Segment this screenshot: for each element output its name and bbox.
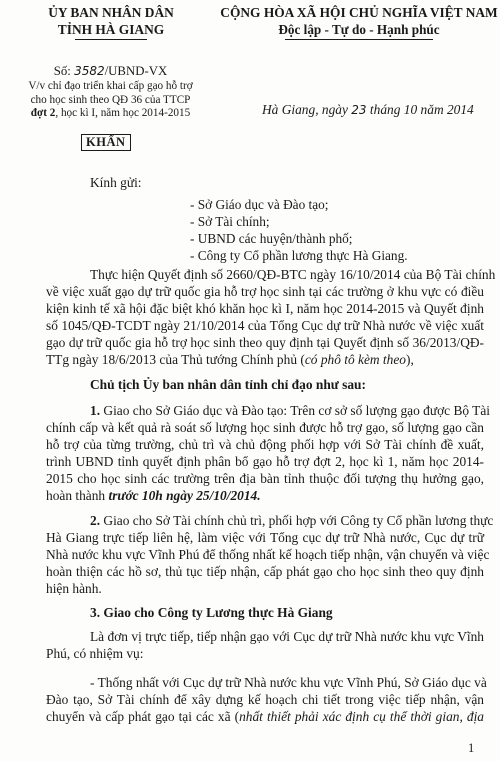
doc-number-value: 3582 <box>74 64 105 78</box>
section-1-line: chính cấp và kết quả rà soát số lượng học sinh được hỗ trợ gạo, số lượng gạo cần <box>46 420 484 435</box>
section-1-text: hoàn thành <box>46 488 109 503</box>
section-3-text: chuyển và cấp phát gạo tại các xã ( <box>46 709 240 724</box>
urgent-stamp: KHẨN <box>81 134 131 151</box>
national-motto: Độc lập - Tự do - Hạnh phúc <box>278 22 440 37</box>
section-2-line: Hà Giang trực tiếp liên hệ, làm việc với Tổng cục dự trữ Nhà nước, Cục dự trữ <box>46 530 484 545</box>
doc-number-prefix: Số: <box>53 64 71 78</box>
place-date-line <box>262 102 474 118</box>
intro-paragraph <box>46 266 496 368</box>
issuing-authority <box>6 4 216 40</box>
section-2-line: hoàn thiện các hồ sơ, thủ tục tiếp nhận, cấp phát gạo cho học sinh theo quy định <box>46 564 484 579</box>
intro-line: gạo dự trữ quốc gia hỗ trợ học sinh theo quy định tại Quyết định số 36/2013/QĐ- <box>46 335 484 350</box>
section-3-line: Phú, có nhiệm vụ: <box>46 646 144 661</box>
section-1 <box>46 402 491 504</box>
attachment-note: có phô tô kèm theo <box>304 352 406 367</box>
section-3-line <box>46 708 484 725</box>
date-month-label: tháng <box>369 102 401 117</box>
intro-line <box>46 351 484 368</box>
recipient-item: - UBND các huyện/thành phố; <box>190 231 353 246</box>
authority-underline <box>75 39 147 40</box>
recipient-item: - Sở Tài chính; <box>190 214 270 229</box>
intro-line-text: TTg ngày 18/6/2013 của Thủ tướng Chính phủ ( <box>46 352 305 367</box>
subject-line-3 <box>8 107 213 121</box>
date-day: 23 <box>351 103 367 117</box>
deadline: trước 10h ngày 25/10/2014. <box>108 488 261 503</box>
section-3-title: Giao cho Công ty Lương thực Hà Giang <box>103 605 333 620</box>
section-1-line: hỗ trợ của từng trường, chủ trì và chủ động phối hợp với Sở Tài chính đề xuất, <box>46 437 484 452</box>
authority-line-1: ỦY BAN NHÂN DÂN <box>48 5 174 20</box>
nation-name: CỘNG HÒA XÃ HỘI CHỦ NGHĨA VIỆT NAM <box>220 5 498 20</box>
intro-line: kiện kinh tế xã hội đặc biệt khó khăn học kì I, năm học 2014-2015 và Quyết định <box>46 301 484 316</box>
intro-line: số 1045/QĐ-TCDT ngày 21/10/2014 của Tổng Cục dự trữ Nhà nước về việc xuất <box>46 318 484 333</box>
intro-line-end: ), <box>405 352 414 367</box>
recipient-list <box>190 196 408 264</box>
intro-line: về việc xuất gạo dự trữ quốc gia hỗ trợ học sinh tại các trường ở khu vực có điều <box>46 284 484 299</box>
date-month: 10 <box>403 102 418 117</box>
section-1-text: Giao cho Sở Giáo dục và Đào tạo: Trên cơ sở số lượng gạo được Bộ Tài <box>103 403 491 418</box>
subject-line-1: V/v chỉ đạo triển khai cấp gạo hỗ trợ <box>28 80 193 92</box>
subject-line-2: cho học sinh theo QĐ 36 của TTCP <box>30 93 191 106</box>
section-3-heading <box>46 604 484 621</box>
date-prefix: Hà Giang, ngày <box>262 102 348 117</box>
section-3-line: Đào tạo, Sở Tài chính để xây dựng kế hoạch chi tiết trong việc tiếp nhận, vận <box>46 692 484 707</box>
section-3-line: - Thống nhất với Cục dự trữ Nhà nước khu vực Vĩnh Phú, Sở Giáo dục và <box>90 675 487 690</box>
salutation: Kính gửi: <box>90 175 142 190</box>
section-3-number: 3. <box>90 605 101 620</box>
subject-line-3-rest: , học kì I, năm học 2014-2015 <box>55 107 191 120</box>
document-number <box>8 64 213 79</box>
section-2-text: Giao cho Sở Tài chính chủ trì, phối hợp với Công ty Cổ phần lương thực <box>103 513 494 528</box>
section-3-note: nhất thiết phải xác định cụ thể thời gian, địa <box>239 709 484 724</box>
recipient-item: - Công ty Cổ phần lương thực Hà Giang. <box>190 248 408 263</box>
section-2-line: Nhà nước khu vực Vĩnh Phú để thống nhất kế hoạch tiếp nhận, vận chuyển và việc <box>46 547 490 562</box>
section-3-paragraph-2 <box>46 674 487 725</box>
page-number: 1 <box>468 741 475 755</box>
section-2-number: 2. <box>90 513 101 528</box>
section-2-line: hiện hành. <box>46 581 102 596</box>
date-year: năm 2014 <box>420 102 474 117</box>
intro-line: Thực hiện Quyết định số 2660/QĐ-BTC ngày 16/10/2014 của Bộ Tài chính <box>90 267 496 282</box>
section-1-line: 2015 cho học sinh các trường trên địa bàn tỉnh thuộc đối tượng thụ hưởng gạo, <box>46 471 484 486</box>
section-2-line <box>46 512 494 529</box>
national-heading <box>218 4 500 40</box>
directive-heading: Chủ tịch Ủy ban nhân dân tỉnh chỉ đạo như sau: <box>90 377 366 392</box>
section-1-line: trình UBND tỉnh quyết định phân bổ gạo hỗ trợ đợt 2, học kì 1, năm học 2014- <box>46 454 484 469</box>
section-1-number: 1. <box>90 403 101 418</box>
section-1-line <box>46 487 484 504</box>
subject-summary <box>8 80 213 121</box>
motto-underline <box>285 39 433 40</box>
section-2 <box>46 512 494 597</box>
authority-line-2: TỈNH HÀ GIANG <box>57 22 165 37</box>
doc-number-suffix: /UBND-VX <box>104 64 168 78</box>
subject-batch: đợt 2 <box>30 107 56 120</box>
section-3-paragraph-1 <box>46 628 484 662</box>
recipient-item: - Sở Giáo dục và Đào tạo; <box>190 197 329 212</box>
section-1-line <box>46 402 491 419</box>
section-3-line: Là đơn vị trực tiếp, tiếp nhận gạo với Cục dự trữ Nhà nước khu vực Vĩnh <box>90 629 484 644</box>
